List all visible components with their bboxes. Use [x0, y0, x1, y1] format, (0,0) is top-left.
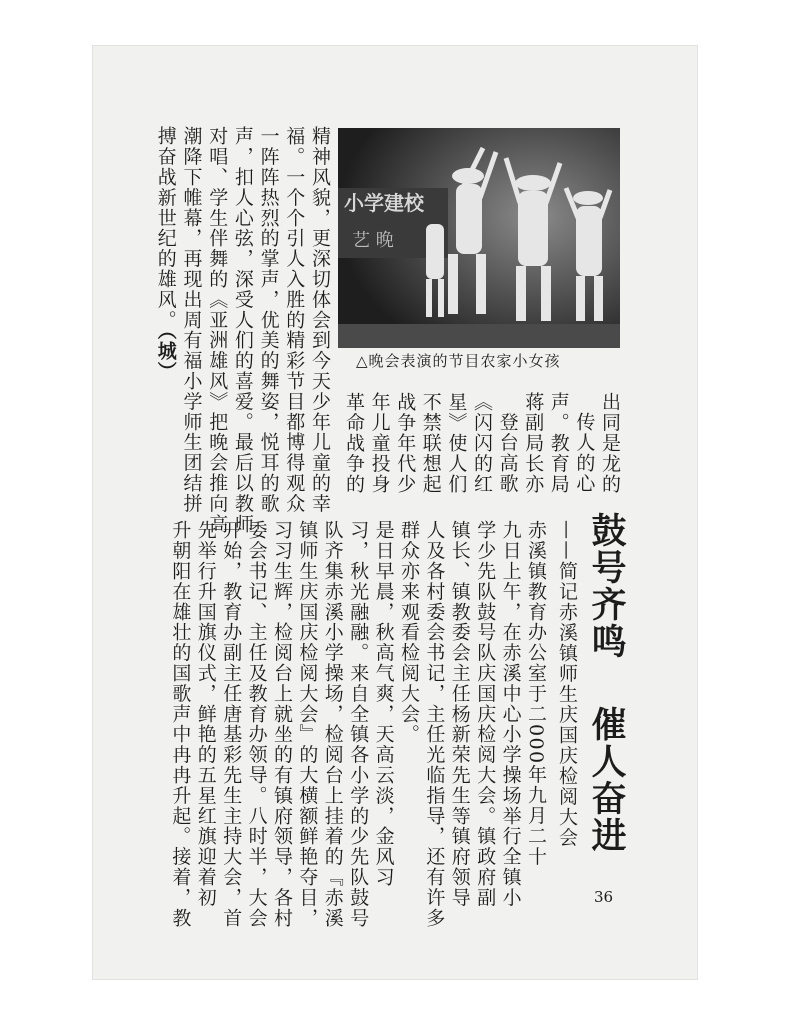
photo-illustration: [338, 128, 620, 348]
left-text-column: 精神风貌，更深切体会到今天少年儿童的幸: [309, 126, 331, 514]
mid-text-column: 年儿童投身: [368, 392, 391, 494]
article-title: [581, 512, 631, 854]
mid-text-column: 登台高歌: [496, 412, 519, 494]
left-text-column: 一阵阵热烈的掌声，优美的舞姿，悦耳的歌: [257, 126, 280, 514]
article-subtitle: ——简记赤溪镇师生庆国庆检阅大会: [556, 520, 578, 848]
mid-text-column: 星》使人们: [445, 392, 468, 494]
body-text-column: 赤溪镇教育办公室于二000年九月二十: [525, 520, 547, 867]
left-text-column: 对唱、学生伴舞的《亚洲雄风》把晚会推向高: [206, 126, 229, 534]
body-text-column: 委会书记、主任及教育办领导。八时半，大会: [245, 520, 268, 928]
photo-banner-text-2: 艺 晚: [352, 230, 394, 251]
mid-text-column: 战争年代少: [394, 392, 417, 494]
mid-text-column: 不禁联想起: [419, 392, 442, 494]
body-text-column: 学少先队鼓号队庆国庆检阅大会。镇政府副: [474, 520, 497, 908]
mid-text-column: 蒋副局长亦: [522, 392, 545, 494]
mid-text-column: 声。教育局: [547, 392, 570, 494]
body-text-column: 习，秋光融融。来自全镇各小学的少先队鼓号: [347, 520, 370, 928]
body-text-column: 九日上午，在赤溪中心小学操场举行全镇小: [499, 520, 522, 908]
mid-text-column: 革命战争的: [343, 392, 365, 494]
left-text-column: 声，扣人心弦，深受人们的喜爱。最后以教师: [231, 126, 254, 534]
body-text-column: 是日早晨，秋高气爽，天高云淡，金风习: [372, 520, 395, 888]
title-part-2: 催人奋进: [586, 706, 626, 854]
body-text-column: 先举行升国旗仪式，鲜艳的五星红旗迎着初: [194, 520, 217, 908]
left-text-column: 搏奋战新世纪的雄风。（城）: [154, 126, 177, 382]
mid-text-column: 传人的心: [573, 412, 596, 494]
body-text-column: 习习生辉，检阅台上就坐的有镇府领导，各村: [271, 520, 293, 928]
body-text-column: 镇师生庆国庆检阅大会』的大横额鲜艳夺目，: [296, 520, 319, 928]
photo-caption: △晚会表演的节目农家小女孩: [356, 352, 561, 370]
body-text-column: 群众亦来观看检阅大会。: [398, 520, 420, 745]
body-text-column: 队齐集赤溪小学操场，检阅台上挂着的『赤溪: [321, 520, 344, 928]
mid-text-column: 出同是龙的: [599, 392, 621, 494]
performance-photo: [338, 128, 620, 348]
body-text-column: 镇长、镇教委会主任杨新荣先生等镇府领导: [448, 520, 471, 908]
left-text-column: 福。一个个引人入胜的精彩节目都博得观众: [283, 126, 306, 514]
body-text-column: 开始，教育办副主任唐基彩先生主持大会，首: [220, 520, 243, 928]
left-text-column: 潮降下帷幕，再现出周有福小学师生团结拼: [180, 126, 203, 514]
page-number: 36: [594, 888, 614, 906]
body-text-column: 升朝阳在雄壮的国歌声中冉冉升起。接着，教: [169, 520, 192, 928]
photo-banner-text: 小学建校: [344, 191, 424, 215]
title-part-1: 鼓号齐鸣: [586, 512, 626, 660]
mid-text-column: 《闪闪的红: [471, 392, 493, 494]
body-text-column: 人及各村委会书记，主任光临指导，还有许多: [423, 520, 446, 928]
author-tag: （城）: [154, 330, 177, 382]
